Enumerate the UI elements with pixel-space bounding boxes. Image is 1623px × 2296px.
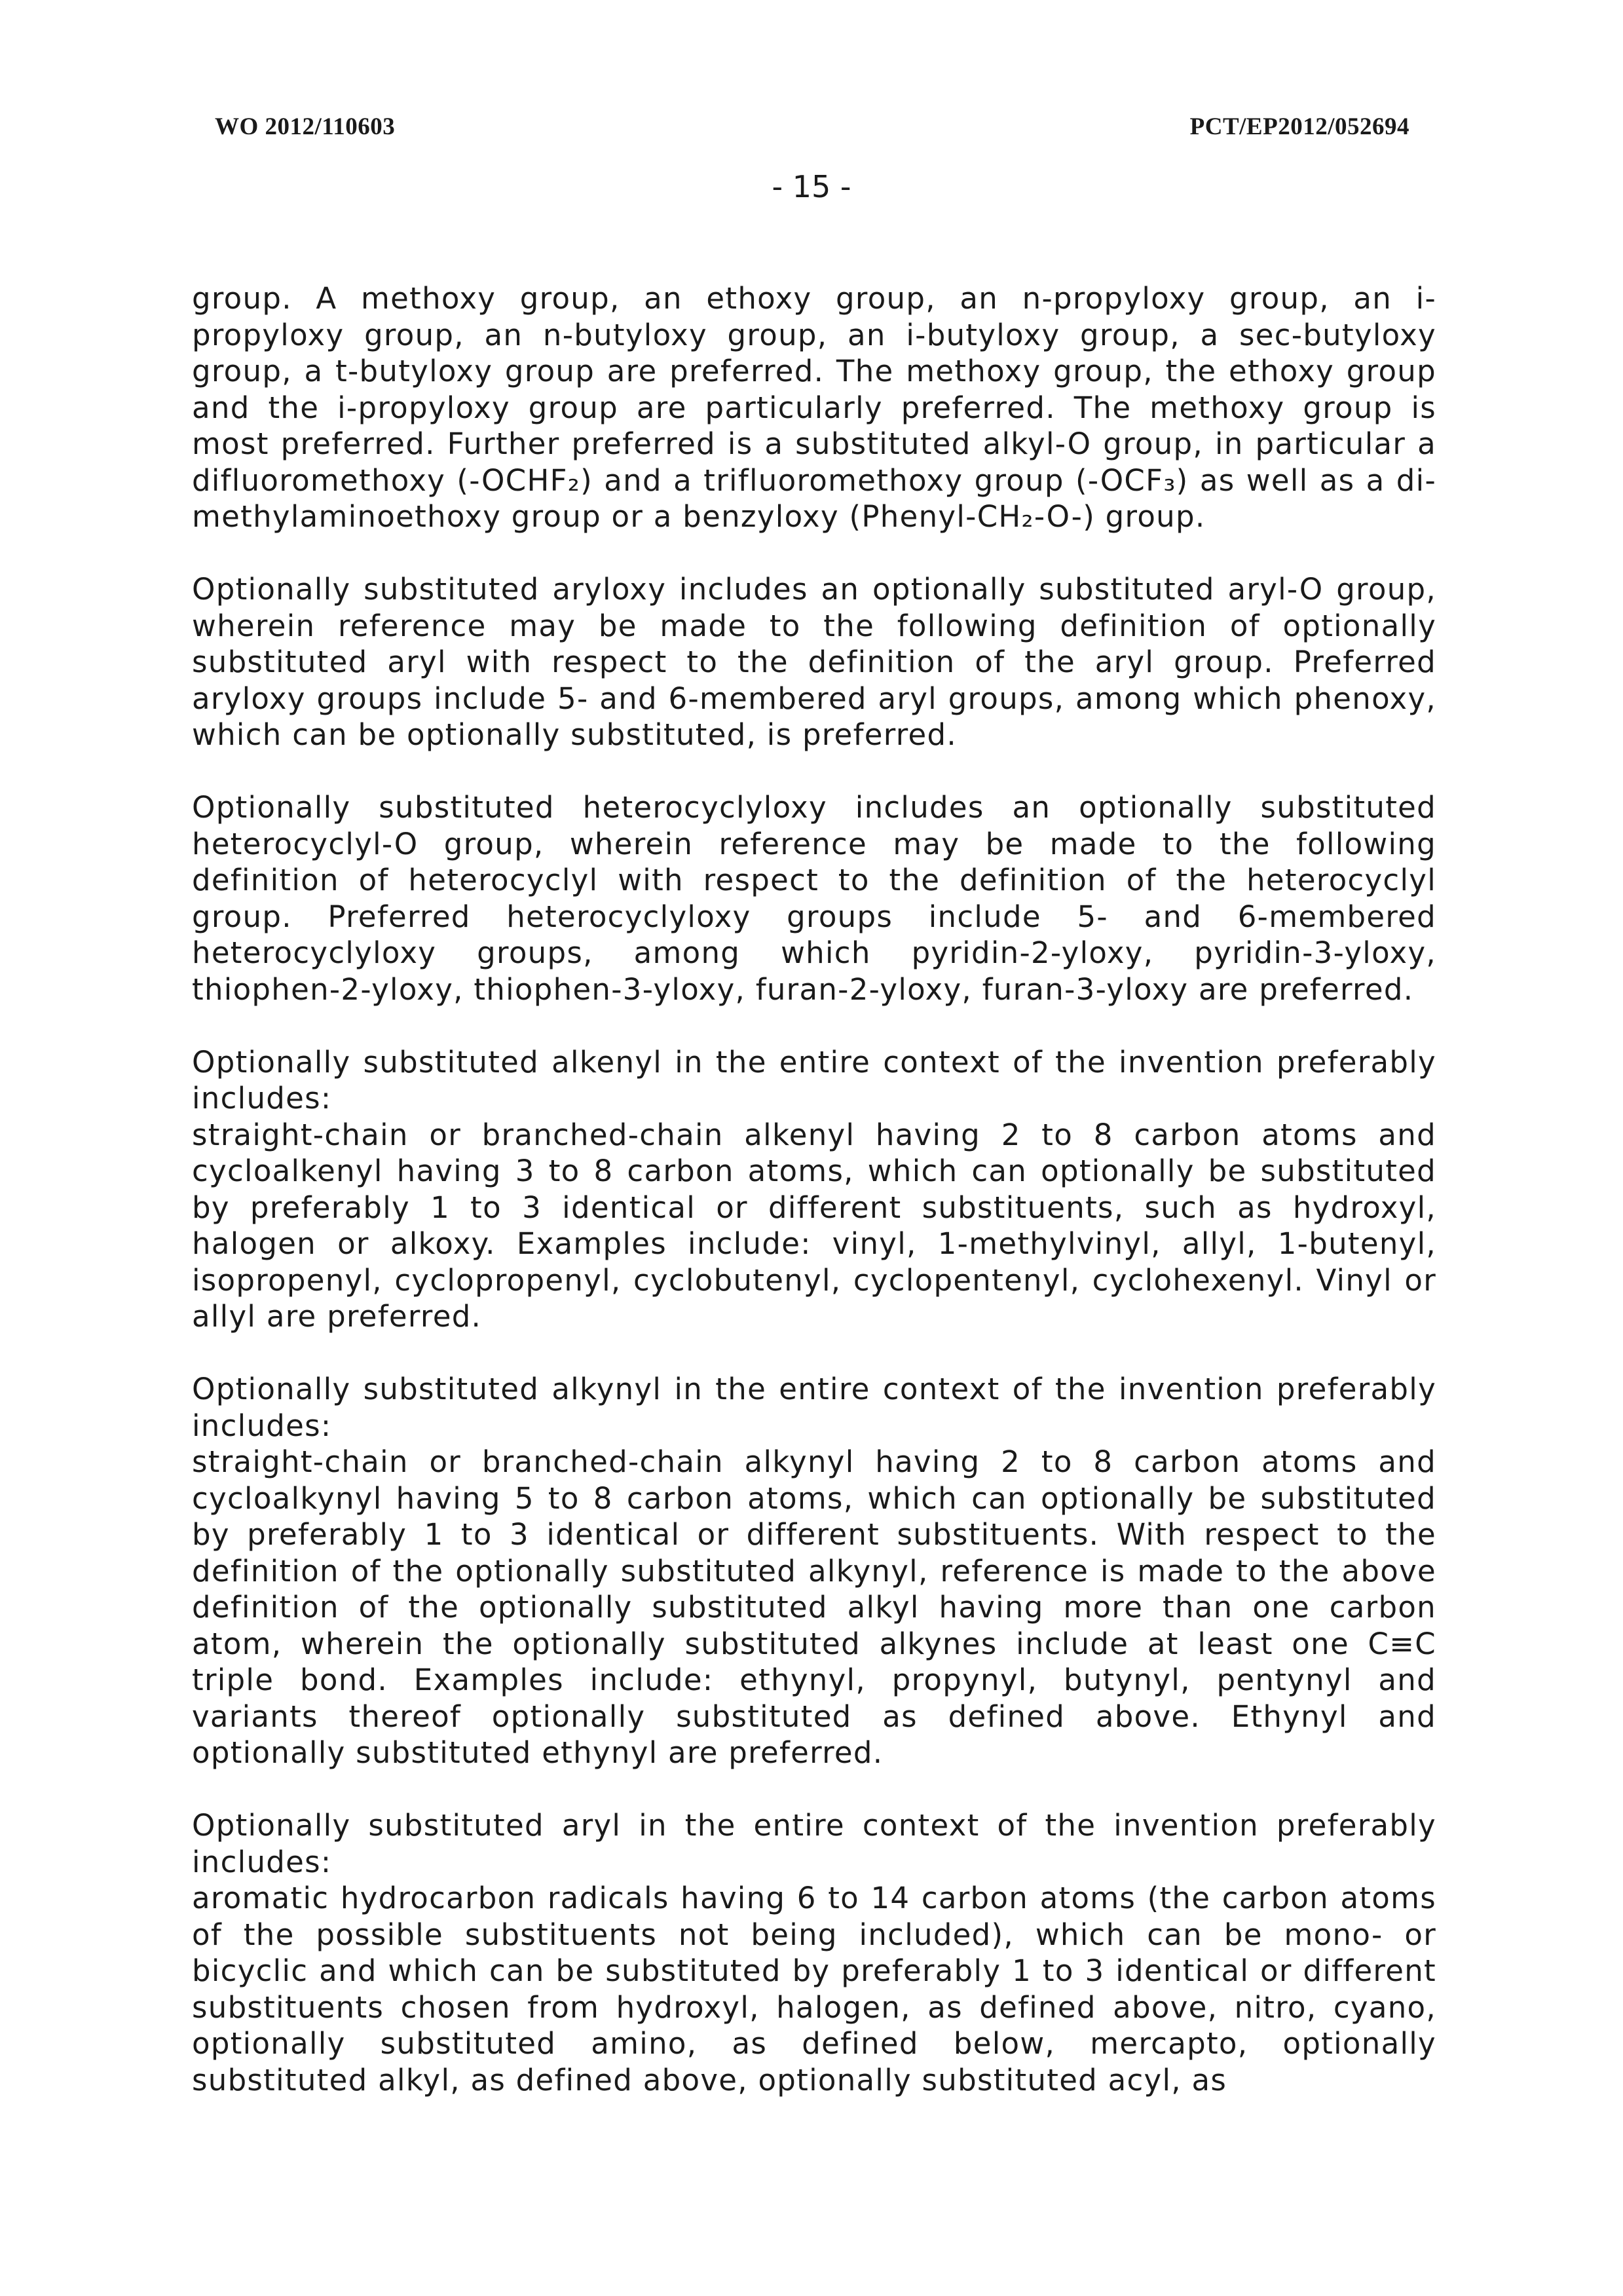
paragraph-alkenyl (192, 1044, 1436, 1335)
paragraph-text: aromatic hydrocarbon radicals having 6 to 14 carbon atoms (the carbon atoms of the possible substituents not being included), which can be mono- or bicyclic and which can be substituted by preferably 1 to 3 identical or different substituents chosen from hydroxyl, halogen, as defined above, nitro, cyano, optionally substituted amino, as defined below, mercapto, optionally substituted alkyl, as defined above, optionally substituted acyl, as (192, 1881, 1436, 2098)
document-body (192, 280, 1436, 2135)
paragraph-intro: Optionally substituted alkynyl in the entire context of the invention preferably includes: (192, 1372, 1436, 1443)
paragraph-text: Optionally substituted heterocyclyloxy includes an optionally substituted heterocyclyl-O group, wherein reference may be made to the following definition of heterocyclyl with respect to the definition of the heterocyclyl group. Preferred heterocyclyloxy groups include 5- and 6-membered heterocyclyloxy groups, among which pyridin-2-yloxy, pyridin-3-yloxy, thiophen-2-yloxy, thiophen-3-yloxy, furan-2-yloxy, furan-3-yloxy are preferred. (192, 790, 1436, 1007)
paragraph-intro: Optionally substituted alkenyl in the entire context of the invention preferably includes: (192, 1044, 1436, 1116)
paragraph-text: straight-chain or branched-chain alkenyl having 2 to 8 carbon atoms and cycloalkenyl having 3 to 8 carbon atoms, which can optionally be substituted by preferably 1 to 3 identical or different substituents, such as hydroxyl, halogen or alkoxy. Examples include: vinyl, 1-methylvinyl, allyl, 1-butenyl, isopropenyl, cyclopropenyl, cyclobutenyl, cyclopentenyl, cyclohexenyl. Vinyl or allyl are preferred. (192, 1117, 1436, 1334)
paragraph-intro: Optionally substituted aryl in the entire context of the invention preferably includes: (192, 1808, 1436, 1879)
paragraph-heterocyclyloxy (192, 789, 1436, 1007)
publication-number: WO 2012/110603 (215, 113, 396, 140)
application-number: PCT/EP2012/052694 (1189, 113, 1409, 140)
page-number: - 15 - (772, 169, 851, 204)
paragraph-alkynyl (192, 1371, 1436, 1771)
paragraph-text: Optionally substituted aryloxy includes an optionally substituted aryl-O group, wherein reference may be made to the following definition of optionally substituted aryl with respect to the definition of the aryl group. Preferred aryloxy groups include 5- and 6-membered aryl groups, among which phenoxy, which can be optionally substituted, is preferred. (192, 572, 1436, 752)
paragraph-aryloxy (192, 571, 1436, 753)
paragraph-aryl (192, 1807, 1436, 2098)
paragraph-text: straight-chain or branched-chain alkynyl having 2 to 8 carbon atoms and cycloalkynyl having 5 to 8 carbon atoms, which can optionally be substituted by preferably 1 to 3 identical or different substituents. With respect to the definition of the optionally substituted alkynyl, reference is made to the above definition of the optionally substituted alkyl having more than one carbon atom, wherein the optionally substituted alkynes include at least one C≡C triple bond. Examples include: ethynyl, propynyl, butynyl, pentynyl and variants thereof optionally substituted as defined above. Ethynyl and optionally substituted ethynyl are preferred. (192, 1444, 1436, 1770)
paragraph-alkoxy (192, 280, 1436, 535)
paragraph-text: group. A methoxy group, an ethoxy group, an n-propyloxy group, an i-propyloxy group, an n-butyloxy group, an i-butyloxy group, a sec-butyloxy group, a t-butyloxy group are preferred. The methoxy group, the ethoxy group and the i-propyloxy group are particularly preferred. The methoxy group is most preferred. Further preferred is a substituted alkyl-O group, in particular a difluoromethoxy (-OCHF₂) and a trifluoromethoxy group (-OCF₃) as well as a di-methylaminoethoxy group or a benzyloxy (Phenyl-CH₂-O-) group. (192, 281, 1436, 534)
